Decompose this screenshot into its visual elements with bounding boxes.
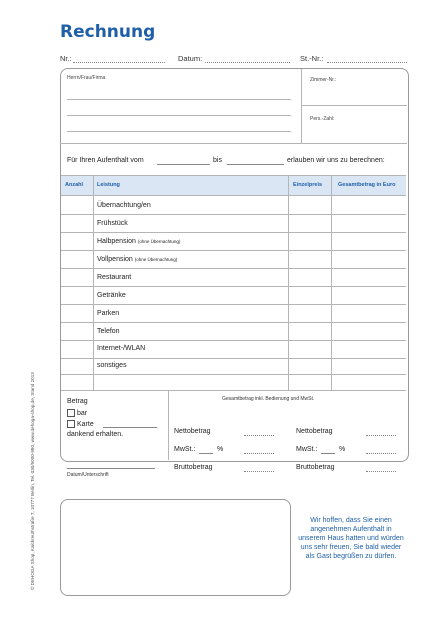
dankend-label: dankend erhalten. [67,431,124,438]
signature-line[interactable] [67,468,155,469]
col-einzelpreis: Einzelpreis [293,182,323,188]
stay-from-field[interactable] [157,164,210,165]
stay-to-field[interactable] [227,164,284,165]
address-line-2[interactable] [67,115,291,116]
mwst-label-1: MwSt.: [174,446,196,453]
brutto-field-1[interactable] [244,471,274,472]
netto-label-2: Nettobetrag [296,428,333,435]
netto-field-1[interactable] [244,435,274,436]
stamp-box [60,499,291,596]
netto-label-1: Nettobetrag [174,428,211,435]
st-nr-field[interactable] [327,62,407,63]
betrag-label: Betrag [67,398,88,405]
guest-name-label: Herrn/Frau/Firma [67,75,106,81]
row-fruehstueck: Frühstück [97,220,128,227]
netto-field-2[interactable] [366,435,396,436]
invoice-box [60,68,409,462]
address-line-3[interactable] [67,131,291,132]
stay-prefix: Für Ihren Aufenthalt vom [67,157,144,164]
zimmer-label: Zimmer-Nr.: [310,77,337,83]
row-line [61,390,406,391]
row-getraenke: Getränke [97,292,126,299]
karte-checkbox[interactable]: Karte [67,420,94,428]
address-bottom-line [60,143,407,144]
row-line [61,340,406,341]
datum-label: Datum: [178,54,203,63]
percent-1: % [217,446,224,453]
mwst-field-1[interactable] [244,453,274,454]
row-line [61,214,406,215]
closing-message: Wir hoffen, dass Sie einen angenehmen Aufenthalt in unserem Haus hatten und würden uns sehr freuen, Sie bald wieder als Gast begrüßen zu dürfen. [298,517,404,560]
row-halbpension: Halbpension (ohne Übernachtung) [97,238,181,245]
row-uebernachtung: Übernachtung/en [97,202,151,209]
row-line [61,268,406,269]
checkbox-icon [67,420,75,428]
page-title: Rechnung [60,22,156,42]
pers-label: Pers.-Zahl: [310,116,335,122]
datum-field[interactable] [205,62,290,63]
row-sonstiges: sonstiges [97,362,127,369]
karte-field[interactable] [103,427,157,428]
bar-checkbox[interactable]: bar [67,409,87,417]
row-vollpension: Vollpension (ohne Übernachtung) [97,256,178,263]
mwst-rate-field-2[interactable] [321,453,335,454]
mwst-rate-field-1[interactable] [199,453,213,454]
percent-2: % [339,446,346,453]
nr-field[interactable] [73,62,165,63]
stay-suffix: erlauben wir uns zu berechnen: [287,157,385,164]
row-parken: Parken [97,310,120,317]
totals-heading: Gesamtbetrag inkl. Bedienung und MwSt. [222,396,315,402]
row-line [61,358,406,359]
mwst-label-2: MwSt.: [296,446,318,453]
nr-label: Nr.: [60,54,72,63]
row-line [61,250,406,251]
signature-label: Datum/Unterschrift [67,472,109,478]
brutto-label-1: Bruttobetrag [174,464,213,471]
publisher-imprint: © DEHOGA Shop, Kalckreuthstraße 7, 10777 Berlin, Tel. 030/5000-980, www.dehoga-shop.de, Stand 2013 [30,372,35,590]
mwst-field-2[interactable] [366,453,396,454]
col-anzahl: Anzahl [65,182,84,188]
col-leistung: Leistung [97,182,120,188]
row-line [61,374,406,375]
row-restaurant: Restaurant [97,274,132,281]
brutto-field-2[interactable] [366,471,396,472]
stay-mid: bis [213,157,222,164]
address-divider [301,69,302,143]
row-line [61,286,406,287]
st-nr-label: St.-Nr.: [300,54,324,63]
row-internet: Internet-/WLAN [97,345,146,352]
col-gesamt: Gesamtbetrag in Euro [338,182,396,188]
zimmer-divider [301,105,407,106]
row-line [61,304,406,305]
brutto-label-2: Bruttobetrag [296,464,335,471]
checkbox-icon [67,409,75,417]
row-line [61,232,406,233]
payment-divider [168,390,169,460]
row-telefon: Telefon [97,328,120,335]
row-line [61,322,406,323]
address-line-1[interactable] [67,99,291,100]
